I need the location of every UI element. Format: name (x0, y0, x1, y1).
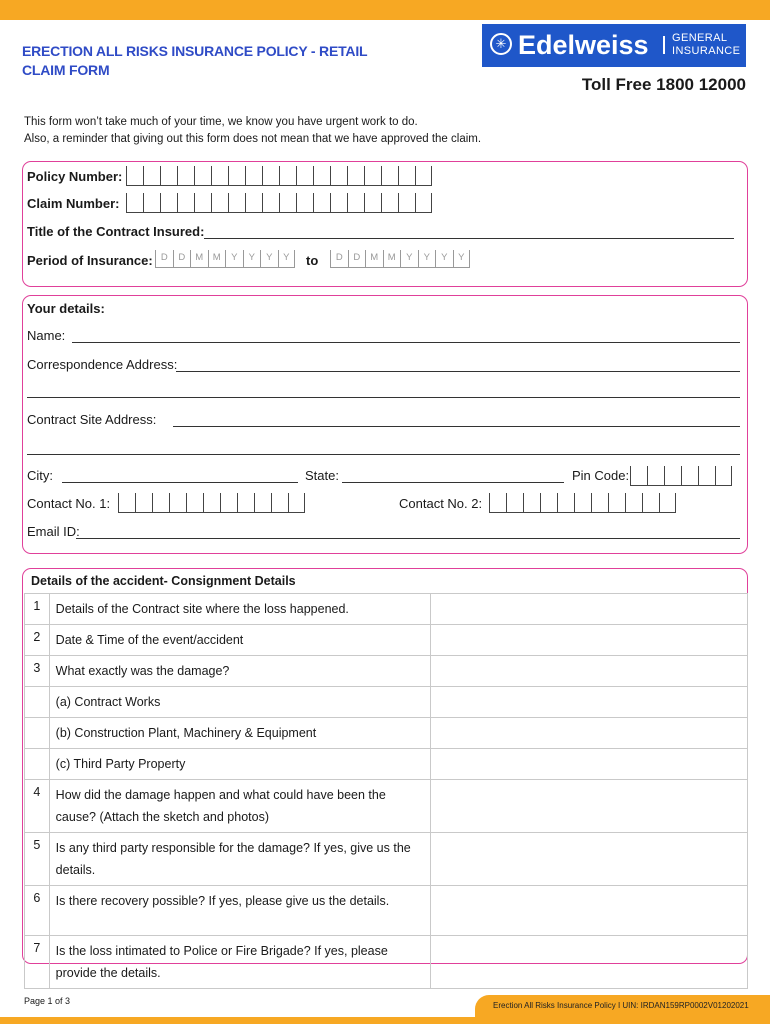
table-row (25, 594, 748, 625)
digit-cell[interactable] (381, 166, 398, 186)
digit-cell[interactable] (228, 166, 245, 186)
state-input[interactable] (342, 482, 564, 483)
contact-2-label: Contact No. 2: (399, 496, 483, 511)
digit-cell[interactable] (271, 493, 288, 513)
contact-1-input[interactable] (118, 493, 305, 513)
state-label: State: (305, 468, 339, 483)
logo-sub-2: INSURANCE (672, 45, 741, 57)
digit-cell[interactable] (630, 466, 647, 486)
contact-2-input[interactable] (489, 493, 676, 513)
digit-cell[interactable] (169, 493, 186, 513)
logo-sub-1: GENERAL (672, 32, 728, 44)
digit-cell[interactable] (330, 166, 347, 186)
row-question: Is the loss intimated to Police or Fire Brigade? If yes, please provide the details. (49, 936, 430, 989)
digit-cell[interactable] (262, 166, 279, 186)
digit-cell[interactable] (211, 193, 228, 213)
digit-cell[interactable] (398, 166, 415, 186)
digit-cell[interactable] (135, 493, 152, 513)
digit-cell[interactable] (681, 466, 698, 486)
email-label: Email ID: (27, 524, 80, 539)
period-from-date-input[interactable] (155, 250, 295, 268)
digit-cell[interactable] (540, 493, 557, 513)
answer-cell[interactable] (431, 718, 748, 749)
digit-cell[interactable] (211, 166, 228, 186)
table-row (25, 780, 748, 833)
digit-cell[interactable] (143, 193, 160, 213)
digit-cell[interactable] (143, 166, 160, 186)
digit-cell[interactable] (642, 493, 659, 513)
answer-cell[interactable] (431, 687, 748, 718)
answer-cell[interactable] (431, 833, 748, 886)
row-question: (b) Construction Plant, Machinery & Equipment (49, 718, 430, 749)
digit-cell[interactable] (313, 166, 330, 186)
digit-cell[interactable] (262, 193, 279, 213)
footer-policy-uin: Erection All Risks Insurance Policy I UIN: IRDAN159RP0002V01202021 (493, 1001, 749, 1010)
digit-cell[interactable] (186, 493, 203, 513)
digit-cell[interactable] (330, 193, 347, 213)
city-input[interactable] (62, 482, 298, 483)
row-number: 7 (25, 936, 50, 989)
digit-cell[interactable] (347, 166, 364, 186)
accident-heading: Details of the accident- Consignment Details (31, 574, 296, 588)
digit-cell[interactable] (506, 493, 523, 513)
table-row (25, 656, 748, 687)
city-label: City: (27, 468, 53, 483)
answer-cell[interactable] (431, 886, 748, 936)
digit-cell[interactable] (313, 193, 330, 213)
digit-cell[interactable] (381, 193, 398, 213)
digit-cell[interactable] (118, 493, 135, 513)
contract-site-address-line-2[interactable] (27, 454, 740, 455)
date-cell[interactable]: D (348, 250, 366, 268)
table-row (25, 718, 748, 749)
accident-table (24, 593, 748, 989)
date-cell[interactable]: Y (260, 250, 278, 268)
digit-cell[interactable] (364, 166, 381, 186)
digit-cell[interactable] (398, 193, 415, 213)
page-number: Page 1 of 3 (24, 996, 71, 1006)
contact-1-label: Contact No. 1: (27, 496, 111, 511)
digit-cell[interactable] (228, 193, 245, 213)
row-number: 1 (25, 594, 50, 625)
digit-cell[interactable] (126, 166, 143, 186)
name-label: Name: (27, 328, 66, 343)
answer-cell[interactable] (431, 656, 748, 687)
policy-number-input[interactable] (126, 166, 432, 186)
row-question: Is there recovery possible? If yes, please give us the details. (49, 886, 430, 936)
intro-line-2: Also, a reminder that giving out this form does not mean that we have approved the claim. (24, 133, 482, 145)
digit-cell[interactable] (220, 493, 237, 513)
contract-title-input[interactable] (204, 238, 734, 239)
row-question: (a) Contract Works (49, 687, 430, 718)
digit-cell[interactable] (647, 466, 664, 486)
digit-cell[interactable] (160, 193, 177, 213)
digit-cell[interactable] (245, 166, 262, 186)
title-line-1: ERECTION ALL RISKS INSURANCE POLICY - RETAIL (22, 43, 368, 59)
digit-cell[interactable] (489, 493, 506, 513)
claim-number-input[interactable] (126, 193, 432, 213)
your-details-heading: Your details: (27, 301, 105, 316)
digit-cell[interactable] (364, 193, 381, 213)
digit-cell[interactable] (152, 493, 169, 513)
table-row (25, 625, 748, 656)
row-number (25, 749, 50, 780)
logo-general-insurance (672, 32, 740, 58)
digit-cell[interactable] (194, 193, 211, 213)
digit-cell[interactable] (557, 493, 574, 513)
date-cell[interactable]: M (365, 250, 383, 268)
digit-cell[interactable] (160, 166, 177, 186)
correspondence-address-line-2[interactable] (27, 397, 740, 398)
date-cell[interactable]: Y (418, 250, 436, 268)
period-to-label: to (306, 253, 319, 268)
digit-cell[interactable] (177, 193, 194, 213)
digit-cell[interactable] (203, 493, 220, 513)
date-cell[interactable]: D (155, 250, 173, 268)
row-number: 2 (25, 625, 50, 656)
digit-cell[interactable] (177, 166, 194, 186)
table-row (25, 833, 748, 886)
digit-cell[interactable] (296, 166, 313, 186)
digit-cell[interactable] (664, 466, 681, 486)
row-number: 3 (25, 656, 50, 687)
row-question: What exactly was the damage? (49, 656, 430, 687)
date-cell[interactable]: Y (225, 250, 243, 268)
top-orange-bar (0, 0, 770, 20)
policy-number-label: Policy Number: (27, 169, 123, 184)
date-cell[interactable]: Y (453, 250, 471, 268)
digit-cell[interactable] (698, 466, 715, 486)
digit-cell[interactable] (659, 493, 676, 513)
claim-number-label: Claim Number: (27, 196, 120, 211)
answer-cell[interactable] (431, 936, 748, 989)
footer-band (0, 995, 770, 1024)
date-cell[interactable]: M (383, 250, 401, 268)
date-cell[interactable]: Y (243, 250, 261, 268)
date-cell[interactable]: Y (435, 250, 453, 268)
digit-cell[interactable] (347, 193, 364, 213)
row-number: 6 (25, 886, 50, 936)
answer-cell[interactable] (431, 780, 748, 833)
contract-site-address-label: Contract Site Address: (27, 412, 157, 427)
row-question: Date & Time of the event/accident (49, 625, 430, 656)
table-row (25, 886, 748, 936)
table-row (25, 749, 748, 780)
digit-cell[interactable] (245, 193, 262, 213)
table-row (25, 687, 748, 718)
date-cell[interactable]: D (173, 250, 191, 268)
digit-cell[interactable] (415, 166, 432, 186)
digit-cell[interactable] (608, 493, 625, 513)
intro-line-1: This form won’t take much of your time, we know you have urgent work to do. (24, 116, 418, 128)
digit-cell[interactable] (523, 493, 540, 513)
date-cell[interactable]: Y (400, 250, 418, 268)
digit-cell[interactable] (574, 493, 591, 513)
row-number (25, 718, 50, 749)
digit-cell[interactable] (415, 193, 432, 213)
edelweiss-mark-icon: ✳ (490, 33, 512, 55)
period-label: Period of Insurance: (27, 253, 153, 268)
logo-divider (663, 36, 665, 54)
date-cell[interactable]: M (190, 250, 208, 268)
correspondence-address-input[interactable] (176, 371, 740, 372)
row-question: (c) Third Party Property (49, 749, 430, 780)
edelweiss-logo (482, 24, 746, 67)
email-input[interactable] (76, 538, 740, 539)
date-cell[interactable]: Y (278, 250, 296, 268)
digit-cell[interactable] (288, 493, 305, 513)
toll-free-number: Toll Free 1800 12000 (581, 75, 746, 94)
row-question: How did the damage happen and what could have been the cause? (Attach the sketch and photos) (49, 780, 430, 833)
digit-cell[interactable] (296, 193, 313, 213)
row-number: 4 (25, 780, 50, 833)
digit-cell[interactable] (279, 193, 296, 213)
correspondence-address-label: Correspondence Address: (27, 357, 178, 372)
digit-cell[interactable] (625, 493, 642, 513)
digit-cell[interactable] (591, 493, 608, 513)
row-question: Is any third party responsible for the damage? If yes, give us the details. (49, 833, 430, 886)
pin-code-label: Pin Code: (572, 468, 630, 483)
contract-title-label: Title of the Contract Insured: (27, 224, 205, 239)
digit-cell[interactable] (279, 166, 296, 186)
table-row (25, 936, 748, 989)
date-cell[interactable]: D (330, 250, 348, 268)
document-title (22, 42, 382, 80)
digit-cell[interactable] (715, 466, 732, 486)
digit-cell[interactable] (237, 493, 254, 513)
row-number: 5 (25, 833, 50, 886)
bottom-orange-bar (0, 1017, 770, 1024)
name-input[interactable] (72, 342, 740, 343)
answer-cell[interactable] (431, 594, 748, 625)
title-line-2: CLAIM FORM (22, 62, 110, 78)
digit-cell[interactable] (126, 193, 143, 213)
period-to-date-input[interactable] (330, 250, 470, 268)
answer-cell[interactable] (431, 625, 748, 656)
pin-code-input[interactable] (630, 466, 732, 486)
digit-cell[interactable] (254, 493, 271, 513)
row-number (25, 687, 50, 718)
answer-cell[interactable] (431, 749, 748, 780)
intro-text (24, 114, 481, 148)
logo-brand-text: Edelweiss (518, 30, 649, 60)
contract-site-address-input[interactable] (173, 426, 740, 427)
digit-cell[interactable] (194, 166, 211, 186)
row-question: Details of the Contract site where the loss happened. (49, 594, 430, 625)
date-cell[interactable]: M (208, 250, 226, 268)
